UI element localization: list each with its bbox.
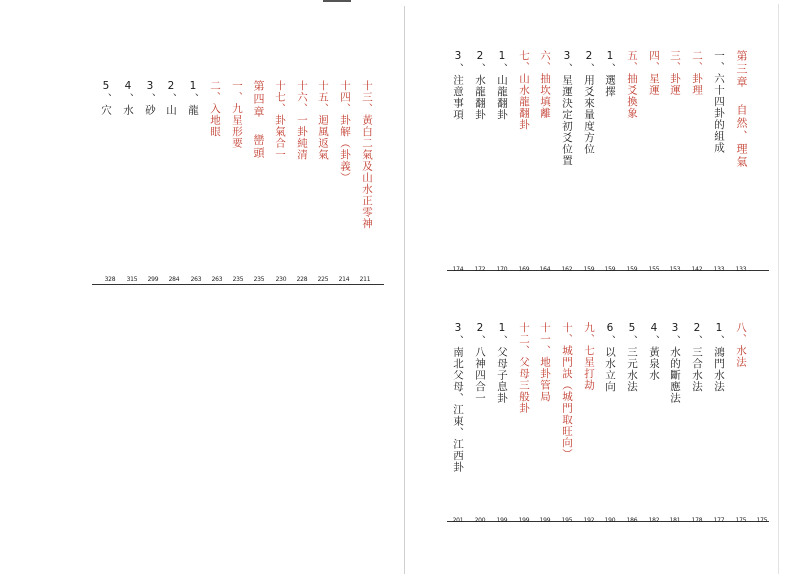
- toc-entry: 十二、父母三般卦: [518, 322, 530, 414]
- toc-page-number: 164: [539, 266, 551, 273]
- toc-page-number: 190: [604, 517, 616, 524]
- toc-entry: 十、城門訣（城門取旺向）: [561, 322, 573, 460]
- toc-page-number: 155: [648, 266, 660, 273]
- toc-page-number: 153: [669, 266, 681, 273]
- toc-page-number: 201: [452, 517, 464, 524]
- toc-entry: 3、注意事項: [452, 50, 464, 121]
- toc-page-number: 228: [296, 276, 308, 283]
- toc-entry: 五、抽爻換象: [626, 50, 638, 119]
- toc-entry: 九、七星打劫: [583, 322, 595, 391]
- toc-entry: 1、鴻門水法: [713, 322, 725, 393]
- toc-entry: 2、用爻來量度方位: [583, 50, 595, 155]
- toc-entry: 1、龍: [187, 80, 199, 116]
- toc-page-number: 195: [561, 517, 573, 524]
- toc-entry: 三、卦運: [669, 50, 681, 96]
- toc-page-number: 200: [474, 517, 486, 524]
- toc-page-number: 235: [232, 276, 244, 283]
- toc-page-number: 169: [518, 266, 530, 273]
- toc-entry: 5、三元水法: [626, 322, 638, 393]
- chapter-heading: 第三章 自然、理氣: [735, 50, 748, 169]
- toc-entry: 七、山水龍翻卦: [518, 50, 530, 131]
- toc-entry: 3、星運決定初爻位置: [561, 50, 573, 167]
- toc-entry: 十三、黃白二氣及山水正零神: [361, 80, 373, 230]
- toc-entry: 一、六十四卦的組成: [713, 50, 725, 154]
- toc-page-number: 175: [756, 517, 768, 524]
- toc-entry: 二、入地眼: [209, 80, 221, 138]
- toc-entry: 3、水的斷應法: [669, 322, 681, 404]
- toc-entry: 六、抽坎填離: [539, 50, 551, 119]
- toc-page-number: 192: [583, 517, 595, 524]
- toc-page-number: 199: [539, 517, 551, 524]
- page-edge: [778, 4, 779, 574]
- toc-page-number: 186: [626, 517, 638, 524]
- toc-entry: 2、八神四合一: [474, 322, 486, 404]
- toc-page-number: 178: [691, 517, 703, 524]
- toc-entry: 2、三合水法: [691, 322, 703, 393]
- toc-entry: 十四、卦解（卦義）: [339, 80, 351, 184]
- toc-page-number: 263: [211, 276, 223, 283]
- toc-entry: 2、山: [165, 80, 177, 116]
- toc-page-number: 177: [713, 517, 725, 524]
- toc-entry: 1、選擇: [604, 50, 616, 98]
- toc-entry: 2、水龍翻卦: [474, 50, 486, 121]
- toc-entry: 3、砂: [144, 80, 156, 116]
- toc-page-number: 315: [126, 276, 138, 283]
- toc-page-number: 199: [518, 517, 530, 524]
- toc-page-number: 199: [496, 517, 508, 524]
- toc-entry: 6、以水立向: [604, 322, 616, 393]
- toc-page-number: 174: [452, 266, 464, 273]
- toc-page-number: 142: [691, 266, 703, 273]
- toc-entry: 4、黃泉水: [648, 322, 660, 381]
- toc-entry: 十六、一卦純清: [296, 80, 308, 161]
- toc-entry: 1、父母子息卦: [496, 322, 508, 404]
- toc-entry: 3、南北父母、江東、江西卦: [452, 322, 464, 473]
- toc-entry: 4、水: [122, 80, 134, 116]
- toc-page-number: 133: [735, 266, 747, 273]
- toc-entry: 十七、卦氣合一: [274, 80, 286, 161]
- toc-page-number: 182: [648, 517, 660, 524]
- toc-page-number: 211: [359, 276, 371, 283]
- toc-page-number: 225: [317, 276, 329, 283]
- toc-entry: 十五、迴風返氣: [317, 80, 329, 161]
- toc-page-number: 181: [669, 517, 681, 524]
- toc-entry: 一、九星形要: [231, 80, 243, 149]
- toc-page-number: 170: [496, 266, 508, 273]
- toc-entry: 十一、地卦管局: [539, 322, 551, 403]
- chapter-heading: 第四章 巒頭: [252, 80, 265, 160]
- toc-page-number: 214: [338, 276, 350, 283]
- toc-page-number: 172: [474, 266, 486, 273]
- toc-page-number: 328: [104, 276, 116, 283]
- toc-page-number: 133: [713, 266, 725, 273]
- scan-mark: [323, 0, 351, 2]
- toc-page-number: 159: [583, 266, 595, 273]
- toc-entry: 四、星運: [648, 50, 660, 96]
- toc-page-number: 159: [604, 266, 616, 273]
- toc-page-number: 263: [190, 276, 202, 283]
- toc-page-number: 235: [253, 276, 265, 283]
- toc-page-number: 162: [561, 266, 573, 273]
- page-number-rule-left: [92, 284, 384, 285]
- toc-page-number: 175: [735, 517, 747, 524]
- toc-entry: 1、山龍翻卦: [496, 50, 508, 121]
- toc-entry: 5、穴: [100, 80, 112, 116]
- toc-page-number: 230: [275, 276, 287, 283]
- toc-page-number: 299: [147, 276, 159, 283]
- toc-page-number: 284: [168, 276, 180, 283]
- toc-page-number: 159: [626, 266, 638, 273]
- page-gutter: [404, 6, 405, 574]
- toc-entry: 八、水法: [735, 322, 747, 368]
- toc-entry: 二、卦理: [691, 50, 703, 96]
